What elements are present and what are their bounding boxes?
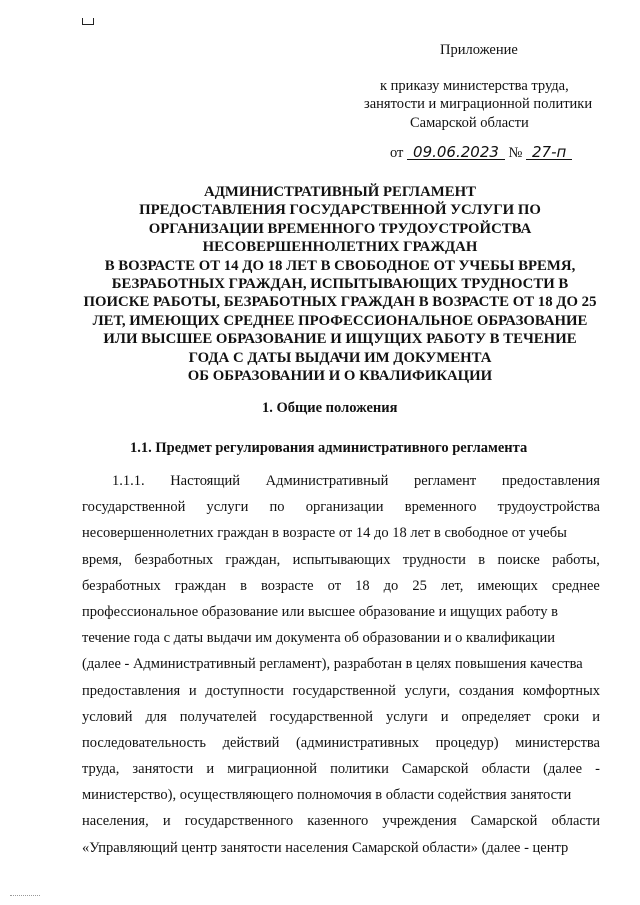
number-value: 27-п (526, 145, 572, 160)
title-line: БЕЗРАБОТНЫХ ГРАЖДАН, ИСПЫТЫВАЮЩИХ ТРУДНОСТИ В (111, 276, 569, 293)
body-word: предоставления (501, 473, 600, 489)
body-word: и (162, 813, 171, 830)
body-line (82, 704, 600, 730)
body-word: населения, (82, 813, 149, 830)
title-line: АДМИНИСТРАТИВНЫЙ РЕГЛАМЕНТ (204, 184, 476, 200)
body-word: Самарской (470, 813, 538, 830)
body-word: государственной (269, 708, 373, 725)
body-word: работы, (552, 551, 600, 568)
body-word: создания (458, 682, 515, 699)
body-word: министерство), осуществляющего полномочия в области содействия занятости (82, 787, 572, 804)
body-word: для (145, 708, 167, 725)
body-word: услуги, (404, 682, 451, 699)
body-word: временного (404, 499, 477, 516)
body-line (82, 599, 600, 625)
body-line (82, 678, 600, 704)
title-line: ПОИСКЕ РАБОТЫ, БЕЗРАБОТНЫХ ГРАЖДАН В ВОЗРАСТЕ ОТ 18 ДО 25 (83, 294, 597, 311)
body-word: получателей (179, 708, 257, 725)
body-line (82, 782, 600, 808)
body-word: 1.1.1. (112, 473, 145, 489)
body-word: труда, (82, 761, 120, 778)
title-line: ОРГАНИЗАЦИИ ВРЕМЕННОГО ТРУДОУСТРОЙСТВА (148, 220, 532, 237)
body-word: испытывающих (292, 551, 391, 568)
body-word: последовательность (82, 734, 207, 751)
body-word: в (478, 551, 486, 568)
body-line (82, 835, 600, 861)
body-word: учреждения (382, 813, 457, 830)
body-line (82, 625, 600, 651)
body-word: 18 (355, 577, 370, 594)
body-word: граждан (174, 577, 227, 594)
body-word: трудности (402, 551, 466, 568)
body-word: доступности (205, 682, 284, 699)
body-word: несовершеннолетних граждан в возрасте от 14 до 18 лет в свободное от учебы (82, 525, 567, 542)
body-word: услуги (206, 499, 249, 516)
section-heading-1: 1. Общие положения (262, 400, 398, 416)
title-line: НЕСОВЕРШЕННОЛЕТНИХ ГРАЖДАН (202, 239, 478, 256)
body-word: процедур) (435, 734, 499, 751)
body-word: поиске (497, 551, 540, 568)
body-word: комфортных (522, 682, 600, 699)
body-word: организации (305, 499, 384, 516)
body-word: и (206, 761, 215, 778)
body-line (82, 808, 600, 834)
body-word: от (327, 577, 342, 594)
body-word: политики (330, 761, 389, 778)
body-word: граждан, (225, 551, 281, 568)
title-line: ОБ ОБРАЗОВАНИИ И О КВАЛИФИКАЦИИ (187, 368, 493, 385)
body-word: по (269, 499, 285, 516)
body-word: и (592, 708, 600, 725)
body-word: среднее (551, 577, 600, 594)
body-word: государственной (82, 499, 186, 516)
appendix-date-line (390, 145, 572, 162)
body-text (82, 468, 600, 861)
body-word: услуги (385, 708, 428, 725)
body-word: и (440, 708, 449, 725)
appendix-block (0, 0, 640, 170)
body-line (82, 468, 600, 494)
title-line: ЛЕТ, ИМЕЮЩИХ СРЕДНЕЕ ПРОФЕССИОНАЛЬНОЕ ОБРАЗОВАНИЕ (92, 312, 588, 329)
date-value: 09.06.2023 (407, 145, 505, 160)
title-line: В ВОЗРАСТЕ ОТ 14 ДО 18 ЛЕТ В СВОБОДНОЕ ОТ УЧЕБЫ ВРЕМЯ, (104, 257, 576, 274)
body-word: безработных (82, 577, 161, 594)
title-line: ИЛИ ВЫСШЕЕ ОБРАЗОВАНИЕ И ИЩУЩИХ РАБОТУ В ТЕЧЕНИЕ (103, 331, 577, 348)
title-line: ПРЕДОСТАВЛЕНИЯ ГОСУДАРСТВЕННОЙ УСЛУГИ ПО (139, 202, 541, 219)
body-word: профессиональное образование или высшее образование и ищущих работу в (82, 603, 558, 620)
body-word: и (188, 682, 197, 699)
body-line (82, 651, 600, 677)
appendix-line-2: занятости и миграционной политики (364, 96, 593, 112)
document-title (80, 183, 600, 385)
appendix-line-1: к приказу министерства труда, (380, 78, 569, 94)
body-word: Административный (265, 473, 389, 489)
body-word: регламент (413, 473, 477, 489)
body-word: - (595, 761, 600, 778)
body-word: возрасте (260, 577, 314, 594)
body-line (82, 494, 600, 520)
body-word: до (383, 577, 399, 594)
body-word: условий (82, 708, 133, 725)
body-word: государственного (184, 813, 294, 830)
body-word: сроки (543, 708, 580, 725)
body-word: (далее (543, 761, 583, 778)
body-word: Самарской (401, 761, 469, 778)
body-word: течение года с даты выдачи им документа об образовании и о квалификации (82, 630, 555, 647)
appendix-title: Приложение (440, 42, 518, 58)
body-word: министерства (515, 734, 600, 751)
body-word: определяет (461, 708, 531, 725)
body-line (82, 730, 600, 756)
body-word: Настоящий (170, 473, 241, 489)
body-line (82, 756, 600, 782)
body-word: лет, (440, 577, 464, 594)
date-prefix: от (390, 145, 404, 161)
body-word: области (481, 761, 531, 778)
appendix-line-3: Самарской области (410, 115, 529, 131)
body-word: 25 (412, 577, 427, 594)
body-word: государственной (292, 682, 396, 699)
body-word: безработных (134, 551, 214, 568)
body-word: (далее - Административный регламент), разработан в целях повышения качества (82, 656, 583, 673)
body-word: в (240, 577, 247, 594)
body-word: время, (82, 551, 123, 568)
body-word: трудоустройства (497, 499, 600, 516)
body-word: имеющих (477, 577, 538, 594)
body-word: предоставления (82, 682, 181, 699)
number-prefix: № (508, 145, 523, 161)
body-word: занятости (132, 761, 194, 778)
body-word: действий (222, 734, 280, 751)
body-word: миграционной (227, 761, 318, 778)
body-word: (административных (295, 734, 420, 751)
body-word: «Управляющий центр занятости населения Самарской области» (далее - центр (82, 839, 569, 856)
scan-mark (10, 895, 40, 897)
body-line (82, 547, 600, 573)
body-line (82, 573, 600, 599)
body-line (82, 520, 600, 546)
title-line: ГОДА С ДАТЫ ВЫДАЧИ ИМ ДОКУМЕНТА (188, 349, 492, 366)
body-word: казенного (307, 813, 369, 830)
section-heading-1-1: 1.1. Предмет регулирования административного регламента (130, 440, 528, 456)
body-word: области (551, 813, 600, 830)
